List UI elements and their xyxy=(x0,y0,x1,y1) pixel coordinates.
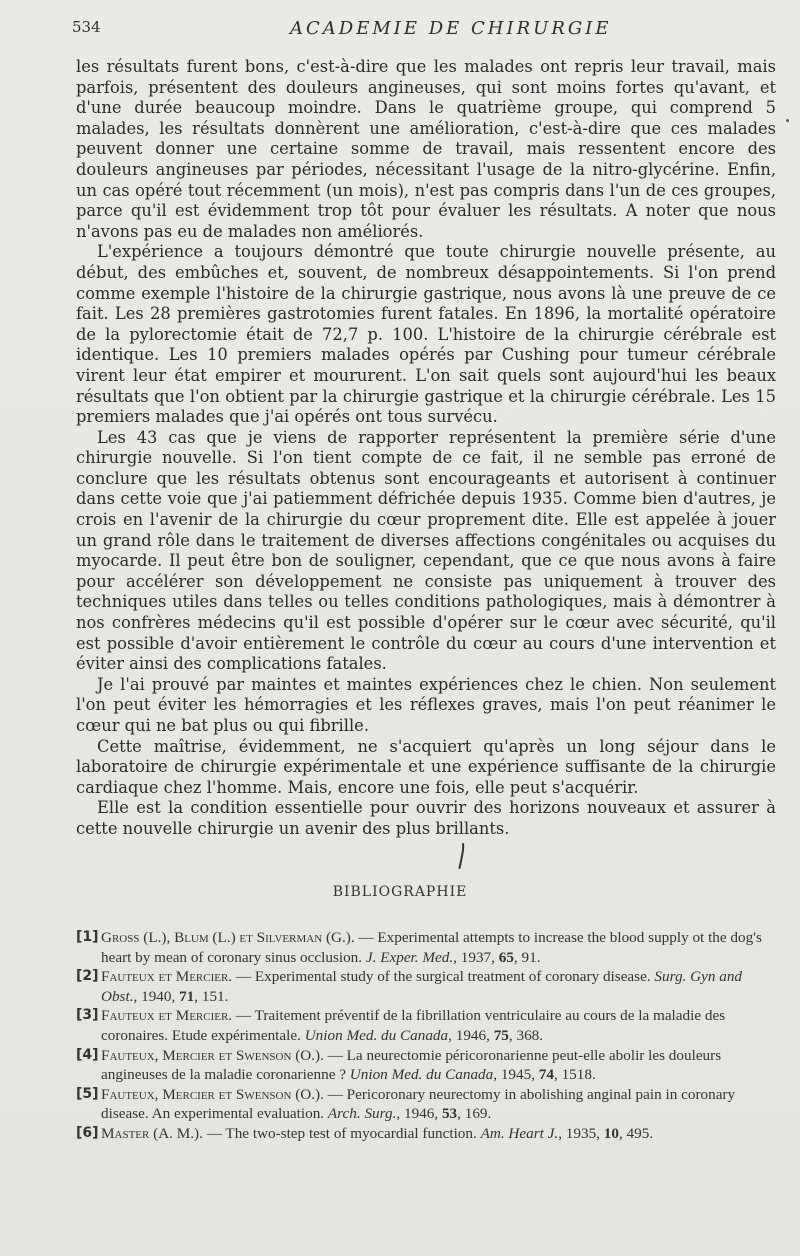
reference-title: — Experimental study of the surgical treatment of coronary disease. xyxy=(232,968,655,986)
paragraph: Les 43 cas que je viens de rapporter représentent la première série d'une chirurgie nouvelle. Si l'on tient compte de ce fait, il ne semble pas erroné de conclure que les résultats obtenus sont encourageants et autorisent à continuer dans cette voie que j'ai patiemment défrichée depuis 1935. Comme bien d'autres, je crois en l'avenir de la chirurgie du cœur proprement dite. Elle est appelée à jouer un grand rôle dans le traitement de diverses affections congénitales ou acquises du myocarde. Il peut être bon de souligner, cependant, que ce que nous avons à faire pour accélérer son développement ne consiste pas uniquement à trouver des techniques utiles dans telles ou telles conditions pathologiques, mais à démontrer à nos confrères médecins qu'il est possible d'opérer sur le cœur avec sécurité, qu'il est possible d'avoir entièrement le contrôle du cœur au cours d'une intervention et éviter ainsi des complications fatales. xyxy=(76,427,776,674)
reference-journal: Union Med. du Canada xyxy=(304,1026,449,1044)
reference-pages: , 91. xyxy=(513,948,541,966)
reference-journal: Arch. Surg. xyxy=(327,1105,397,1123)
reference-title: — The two-step test of myocardial function. xyxy=(202,1124,481,1142)
running-head xyxy=(72,18,740,48)
reference-item xyxy=(76,967,776,1006)
paragraph: Je l'ai prouvé par maintes et maintes expériences chez le chien. Non seulement l'on peut éviter les hémorragies et les réflexes graves, mais l'on peut réanimer le cœur qui ne bat plus ou qui fibrille. xyxy=(76,674,776,735)
section-ornament xyxy=(455,843,469,869)
reference-pages: , 368. xyxy=(508,1026,544,1044)
reference-authors: Master (A. M.). xyxy=(101,1124,203,1142)
reference-authors: Gross (L.), Blum (L.) et Silverman (G.). xyxy=(101,929,355,946)
reference-number: [5] xyxy=(76,1085,99,1102)
reference-title: — Traitement préventif de la fibrillation ventriculaire au cours de la maladie des coronaires. Etude expérimentale. xyxy=(101,1007,726,1044)
reference-item xyxy=(76,928,776,967)
reference-year: , 1945, xyxy=(493,1066,539,1084)
reference-title: — Pericoronary neurectomy in abolishing anginal pain in coronary disease. An experimental evaluation. xyxy=(101,1085,736,1123)
reference-journal: Am. Heart J. xyxy=(480,1124,559,1142)
reference-item xyxy=(76,1046,776,1085)
reference-title: — La neurectomie péricoronarienne peut-elle abolir les douleurs angineuses de la maladie coronarienne ? xyxy=(101,1046,722,1084)
paragraph: Cette maîtrise, évidemment, ne s'acquiert qu'après un long séjour dans le laboratoire de chirurgie expérimentale et une expérience suffisante de la chirurgie cardiaque chez l'homme. Mais, encore une fois, elle peut s'acquérir. xyxy=(76,736,776,797)
reference-year: , 1937, xyxy=(453,948,499,966)
reference-pages: , 169. xyxy=(457,1105,492,1123)
reference-volume: 65 xyxy=(498,948,514,966)
reference-number: [6] xyxy=(76,1124,99,1141)
paragraph: L'expérience a toujours démontré que toute chirurgie nouvelle présente, au début, des embûches et, souvent, de nombreux désappointements. Si l'on prend comme exemple l'histoire de la chirurgie gastrique, nous avons là une preuve de ce fait. Les 28 premières gastrotomies furent fatales. En 1896, la mortalité opératoire de la pylorectomie était de 72,7 p. 100. L'histoire de la chirurgie cérébrale est identique. Les 10 premiers malades opérés par Cushing pour tumeur cérébrale virent leur état empirer et moururent. L'on sait quels sont aujourd'hui les beaux résultats que l'on obtient par la chirurgie gastrique et la chirurgie cérébrale. Les 15 premiers malades que j'ai opérés ont tous survécu. xyxy=(76,242,776,427)
reference-authors: Fauteux et Mercier. xyxy=(101,1007,233,1025)
reference-number: [1] xyxy=(76,929,99,945)
page-number: 534 xyxy=(72,18,101,36)
body-text xyxy=(76,57,776,840)
paragraph: les résultats furent bons, c'est-à-dire que les malades ont repris leur travail, mais parfois, présentent des douleurs angineuses, qui sont moins fortes qu'avant, et d'une durée beaucoup moindre. Dans le quatrième groupe, qui comprend 5 malades, les résultats donnèrent une amélioration, c'est-à-dire que ces malades peuvent donner une certaine somme de travail, mais ressentent encore des douleurs angineuses par périodes, nécessitant l'usage de la nitro-glycérine. Enfin, un cas opéré tout récemment (un mois), n'est pas compris dans l'un de ces groupes, parce qu'il est évidemment trop tôt pour évaluer les résultats. A noter que nous n'avons pas eu de malades non améliorés. xyxy=(76,57,776,241)
reference-authors: Fauteux et Mercier. xyxy=(101,968,233,986)
reference-volume: 53 xyxy=(441,1105,458,1123)
reference-item xyxy=(76,1006,776,1045)
bibliography-list xyxy=(76,928,776,1144)
reference-title: — Experimental attempts to increase the blood supply ot the dog's heart by mean of coronary sinus occlusion. xyxy=(101,929,762,966)
reference-volume: 71 xyxy=(179,987,195,1005)
reference-number: [3] xyxy=(76,1007,99,1024)
reference-authors: Fauteux, Mercier et Swenson (O.). xyxy=(101,1046,324,1064)
reference-item xyxy=(76,1085,776,1124)
reference-year: , 1940, xyxy=(133,987,180,1005)
reference-year: , 1946, xyxy=(396,1105,442,1123)
reference-year: , 1935, xyxy=(558,1124,604,1142)
speck xyxy=(786,119,789,122)
reference-journal: Surg. Gyn and Obst. xyxy=(101,968,743,1005)
reference-pages: , 151. xyxy=(194,987,229,1005)
paragraph: Elle est la condition essentielle pour ouvrir des horizons nouveaux et assurer à cette nouvelle chirurgie un avenir des plus brillants. xyxy=(76,798,776,838)
reference-authors: Fauteux, Mercier et Swenson (O.). xyxy=(101,1085,324,1103)
reference-pages: , 1518. xyxy=(553,1066,596,1084)
reference-journal: Union Med. du Canada xyxy=(349,1066,494,1084)
reference-volume: 74 xyxy=(538,1066,554,1084)
running-title: ACADEMIE DE CHIRURGIE xyxy=(290,18,612,39)
reference-volume: 10 xyxy=(603,1124,619,1142)
reference-item xyxy=(76,1124,776,1144)
reference-pages: , 495. xyxy=(618,1124,654,1142)
reference-year: , 1946, xyxy=(448,1026,494,1044)
reference-number: [4] xyxy=(76,1046,99,1063)
reference-number: [2] xyxy=(76,968,99,985)
bibliography-heading: BIBLIOGRAPHIE xyxy=(332,884,468,900)
reference-journal: J. Exper. Med. xyxy=(365,948,454,966)
reference-volume: 75 xyxy=(493,1026,509,1044)
